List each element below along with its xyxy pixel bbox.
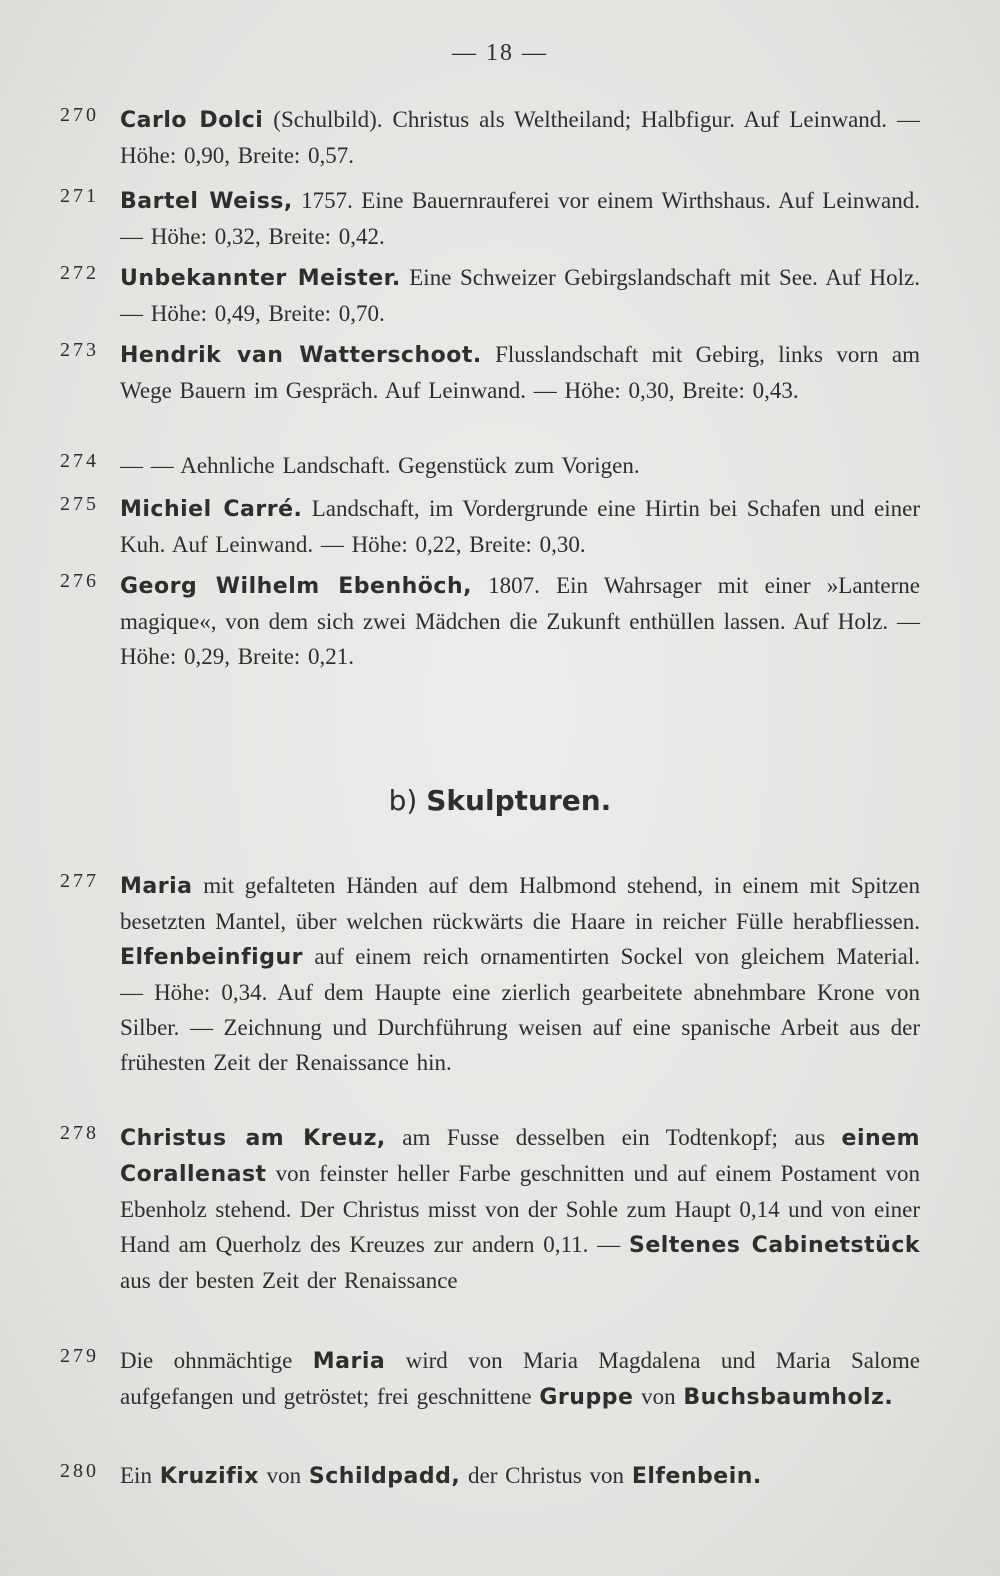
entry-description: von	[633, 1384, 684, 1409]
entry-text	[120, 1458, 920, 1494]
entry-number: 276	[60, 570, 99, 592]
emphasis-text: Elfenbein.	[631, 1464, 762, 1489]
entry-description: am Fusse desselben ein Todtenkopf; aus	[385, 1125, 842, 1150]
section-title: Skulpturen.	[426, 784, 612, 817]
entry-description: Ein	[120, 1463, 160, 1488]
emphasis-text: Gruppe	[539, 1385, 634, 1410]
emphasis-text: Christus am Kreuz,	[120, 1126, 386, 1151]
entry-text	[120, 491, 920, 562]
entry-description: wird von Maria Magdalena und Maria Salome aufgefangen und getröstet; frei geschnittene	[120, 1348, 920, 1409]
artist-name: Hendrik van Watterschoot.	[120, 343, 482, 368]
emphasis-text: Maria	[120, 874, 193, 899]
artist-name: Carlo Dolci	[120, 108, 264, 133]
catalog-entry-274	[60, 448, 920, 483]
entry-text	[120, 337, 920, 408]
entry-description: von	[258, 1463, 309, 1488]
section-prefix: b)	[388, 784, 418, 817]
entry-description: von feinster heller Farbe geschnitten und auf einem Postament von Ebenholz stehend. Der Christus misst von der Sohle zum Haupt 0,14 und von einer Hand am Querholz des Kreuzes zur andern 0,11. —	[120, 1161, 920, 1257]
entry-text	[120, 1343, 920, 1415]
entry-description: mit gefalteten Händen auf dem Halbmond stehend, in einem mit Spitzen besetzten Mantel, über welchen rückwärts die Haare in reicher Fülle herabfliessen.	[120, 873, 920, 934]
artist-name: Unbekannter Meister.	[120, 266, 401, 291]
entry-description: 1757. Eine Bauernrauferei vor einem Wirthshaus. Auf Leinwand. — Höhe: 0,32, Breite: 0,42.	[120, 188, 920, 249]
entry-description: Landschaft, im Vordergrunde eine Hirtin bei Schafen und einer Kuh. Auf Leinwand. — Höhe: 0,22, Breite: 0,30.	[120, 496, 920, 557]
catalog-entry-277	[60, 868, 920, 1080]
entry-description: (Schulbild). Christus als Weltheiland; Halbfigur. Auf Leinwand. — Höhe: 0,90, Breite: 0,57.	[120, 107, 920, 168]
catalog-entry-271	[60, 183, 920, 254]
entry-description: aus der besten Zeit der Renaissance	[120, 1268, 458, 1293]
catalog-entry-278	[60, 1120, 920, 1298]
entry-number: 270	[60, 104, 99, 126]
emphasis-text: Schildpadd,	[308, 1464, 461, 1489]
artist-name: Bartel Weiss,	[120, 189, 293, 214]
catalog-entry-276	[60, 568, 920, 674]
emphasis-text: Buchsbaumholz.	[683, 1385, 894, 1410]
section-heading	[0, 784, 1000, 817]
entry-number: 273	[60, 339, 99, 361]
entry-text	[120, 1120, 920, 1298]
catalog-entry-273	[60, 337, 920, 408]
entry-description: Eine Schweizer Gebirgslandschaft mit See. Auf Holz. — Höhe: 0,49, Breite: 0,70.	[120, 265, 920, 326]
entry-number: 272	[60, 262, 99, 284]
entry-number: 277	[60, 870, 99, 892]
entry-text	[120, 868, 920, 1080]
entry-text	[120, 568, 920, 674]
artist-name: Michiel Carré.	[120, 497, 303, 522]
catalog-entry-272	[60, 260, 920, 331]
entry-text	[120, 183, 920, 254]
emphasis-text: einem Corallenast	[120, 1126, 921, 1187]
entry-number: 275	[60, 493, 99, 515]
emphasis-text: Elfenbeinfigur	[120, 945, 303, 970]
catalog-entry-275	[60, 491, 920, 562]
entry-description: Die ohnmächtige	[120, 1348, 313, 1373]
entry-description: der Christus von	[460, 1463, 632, 1488]
emphasis-text: Seltenes Cabinetstück	[629, 1233, 920, 1258]
page-number: — 18 —	[452, 40, 548, 66]
entry-description: auf einem reich ornamentirten Sockel von gleichem Material. — Höhe: 0,34. Auf dem Haupte eine zierlich gearbeitete abnehmbare Krone von Silber. — Zeichnung und Durchführung weisen auf eine spanische Arbeit aus der frühesten Zeit der Renaissance hin.	[120, 944, 920, 1075]
entry-text: — — Aehnliche Landschaft. Gegenstück zum Vorigen.	[120, 453, 640, 478]
entry-number: 280	[60, 1460, 99, 1482]
entry-number: 279	[60, 1345, 99, 1367]
catalog-entry-280	[60, 1458, 920, 1494]
emphasis-text: Kruzifix	[159, 1464, 259, 1489]
artist-name: Georg Wilhelm Ebenhöch,	[120, 574, 472, 599]
catalog-entry-270	[60, 102, 920, 173]
emphasis-text: Maria	[312, 1349, 386, 1374]
entry-number: 274	[60, 450, 99, 472]
entry-text	[120, 102, 920, 173]
entry-number: 271	[60, 185, 99, 207]
entry-number: 278	[60, 1122, 99, 1144]
entry-text	[120, 260, 920, 331]
entry-description: Flusslandschaft mit Gebirg, links vorn am Wege Bauern im Gespräch. Auf Leinwand. — Höhe: 0,30, Breite: 0,43.	[120, 342, 920, 403]
catalog-entry-279	[60, 1343, 920, 1415]
entry-description: 1807. Ein Wahrsager mit einer »Lanterne magique«, von dem sich zwei Mädchen die Zukunft enthüllen lassen. Auf Holz. — Höhe: 0,29, Breite: 0,21.	[120, 573, 920, 669]
